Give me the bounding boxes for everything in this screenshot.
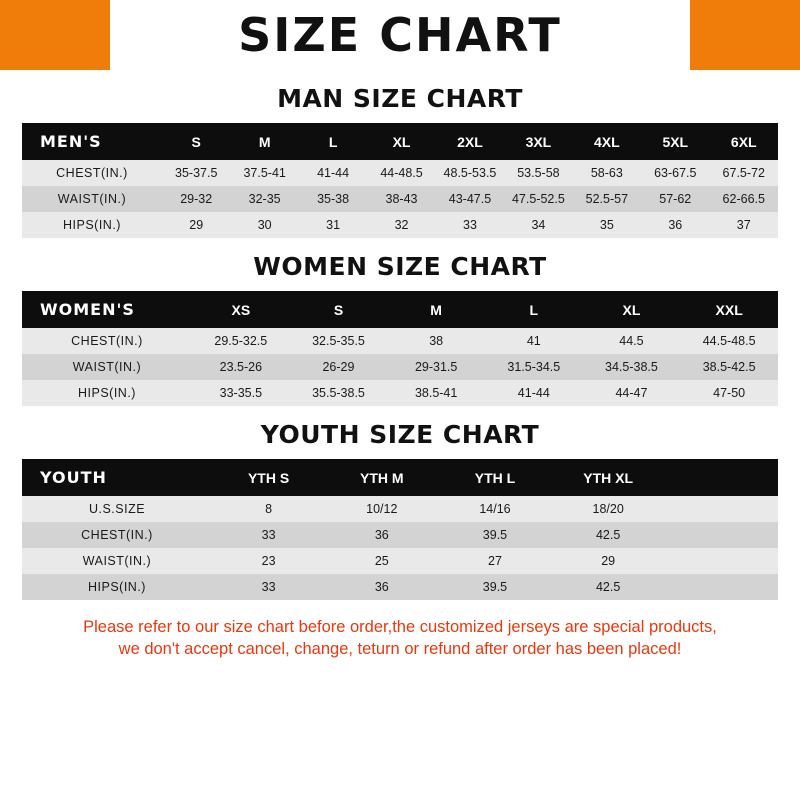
women-r1-c3: 31.5-34.5	[507, 360, 561, 374]
women-r1-c4: 34.5-38.5	[605, 360, 658, 374]
women-row-2-label: HIPS(IN.)	[78, 386, 136, 400]
men-r2-c0: 29	[189, 218, 204, 232]
men-r1-c6: 52.5-57	[585, 192, 629, 206]
men-row-0-label: CHEST(IN.)	[56, 166, 128, 180]
table-row	[22, 548, 778, 574]
men-r1-c0: 29-32	[180, 192, 213, 206]
women-r2-c4: 44-47	[615, 386, 648, 400]
women-col-0: XS	[192, 291, 290, 328]
table-header-row	[22, 459, 778, 496]
youth-row-1-label: CHEST(IN.)	[81, 528, 153, 542]
youth-row-3-label: HIPS(IN.)	[88, 580, 146, 594]
women-r1-c0: 23.5-26	[219, 360, 263, 374]
youth-row-0-label: U.S.SIZE	[88, 502, 146, 516]
men-table-head	[22, 123, 778, 160]
table-row	[22, 522, 778, 548]
women-r0-c2: 38	[429, 334, 444, 348]
men-col-2: L	[299, 123, 367, 160]
men-row-2-label: HIPS(IN.)	[63, 218, 121, 232]
youth-col-3: YTH XL	[552, 459, 665, 496]
women-col-5: XXL	[680, 291, 778, 328]
section-men	[0, 84, 800, 238]
youth-r2-c3: 29	[601, 554, 616, 568]
women-row-label-header: WOMEN'S	[22, 291, 192, 328]
men-r2-c3: 32	[394, 218, 409, 232]
section-title-youth: YOUTH SIZE CHART	[260, 420, 540, 449]
women-col-4: XL	[583, 291, 681, 328]
youth-r0-c3: 18/20	[592, 502, 624, 516]
youth-r2-c1: 25	[374, 554, 389, 568]
women-r2-c3: 41-44	[517, 386, 550, 400]
women-row-0-label: CHEST(IN.)	[71, 334, 143, 348]
youth-r2-c0: 23	[261, 554, 276, 568]
women-r1-c1: 26-29	[322, 360, 355, 374]
men-row-label-header: MEN'S	[22, 123, 162, 160]
men-r0-c1: 37.5-41	[243, 166, 286, 180]
youth-col-spacer	[665, 459, 778, 496]
men-r1-c8: 62-66.5	[722, 192, 765, 206]
men-col-7: 5XL	[641, 123, 709, 160]
youth-r1-c1: 36	[374, 528, 389, 542]
youth-size-table	[22, 459, 778, 600]
section-title-men: MAN SIZE CHART	[277, 84, 523, 113]
men-r0-c4: 48.5-53.5	[443, 166, 497, 180]
men-col-5: 3XL	[504, 123, 572, 160]
women-col-3: L	[485, 291, 583, 328]
men-r2-c7: 36	[668, 218, 683, 232]
table-header-row	[22, 291, 778, 328]
men-table-body	[22, 160, 778, 238]
men-row-1-label: WAIST(IN.)	[57, 192, 127, 206]
men-col-8: 6XL	[710, 123, 779, 160]
footer-line-1: Please refer to our size chart before order,the customized jerseys are special products,	[83, 618, 717, 636]
page-title: SIZE CHART	[238, 8, 562, 62]
men-r1-c2: 35-38	[317, 192, 350, 206]
women-r2-c2: 38.5-41	[414, 386, 458, 400]
section-title-women: WOMEN SIZE CHART	[253, 252, 547, 281]
men-r0-c6: 58-63	[590, 166, 623, 180]
women-table-head	[22, 291, 778, 328]
women-r0-c3: 41	[526, 334, 541, 348]
women-size-table	[22, 291, 778, 406]
youth-table-head	[22, 459, 778, 496]
men-col-4: 2XL	[436, 123, 504, 160]
men-col-1: M	[230, 123, 298, 160]
footer-line-2: we don't accept cancel, change, teturn or refund after order has been placed!	[118, 640, 682, 659]
table-row	[22, 380, 778, 406]
youth-r1-spacer	[665, 522, 778, 548]
women-r0-c4: 44.5	[619, 334, 644, 348]
youth-col-1: YTH M	[325, 459, 438, 496]
women-col-1: S	[290, 291, 388, 328]
table-row	[22, 186, 778, 212]
women-r0-c0: 29.5-32.5	[214, 334, 268, 348]
footer-note	[0, 616, 800, 661]
youth-r3-c2: 39.5	[482, 580, 508, 594]
men-r2-c6: 35	[599, 218, 614, 232]
men-r0-c0: 35-37.5	[175, 166, 218, 180]
men-r1-c5: 47.5-52.5	[511, 192, 565, 206]
men-r0-c5: 53.5-58	[517, 166, 560, 180]
men-r0-c2: 41-44	[317, 166, 350, 180]
women-r0-c5: 44.5-48.5	[702, 334, 756, 348]
men-r2-c5: 34	[531, 218, 546, 232]
youth-r1-c3: 42.5	[595, 528, 621, 542]
section-youth	[0, 420, 800, 600]
men-r0-c8: 67.5-72	[722, 166, 765, 180]
youth-col-2: YTH L	[438, 459, 551, 496]
table-row	[22, 160, 778, 186]
section-women	[0, 252, 800, 406]
men-size-table	[22, 123, 778, 238]
men-r1-c7: 57-62	[659, 192, 692, 206]
men-r0-c3: 44-48.5	[380, 166, 423, 180]
men-r2-c4: 33	[463, 218, 477, 232]
men-r2-c1: 30	[257, 218, 272, 232]
women-row-1-label: WAIST(IN.)	[72, 360, 142, 374]
women-r1-c5: 38.5-42.5	[702, 360, 756, 374]
men-r2-c8: 37	[736, 218, 751, 232]
women-table-body	[22, 328, 778, 406]
table-header-row	[22, 123, 778, 160]
table-row	[22, 574, 778, 600]
women-r0-c1: 32.5-35.5	[312, 334, 365, 348]
youth-col-0: YTH S	[212, 459, 325, 496]
youth-r3-spacer	[665, 574, 778, 600]
men-r2-c2: 31	[326, 218, 341, 232]
men-col-6: 4XL	[573, 123, 641, 160]
table-row	[22, 354, 778, 380]
youth-r0-c1: 10/12	[366, 502, 398, 516]
table-row	[22, 496, 778, 522]
men-r1-c3: 38-43	[385, 192, 418, 206]
table-row	[22, 328, 778, 354]
youth-row-2-label: WAIST(IN.)	[82, 554, 152, 568]
men-col-3: XL	[367, 123, 435, 160]
women-col-2: M	[387, 291, 485, 328]
men-r0-c7: 63-67.5	[654, 166, 697, 180]
table-row	[22, 212, 778, 238]
youth-r3-c0: 33	[261, 580, 276, 594]
youth-r1-c2: 39.5	[482, 528, 508, 542]
youth-table-body	[22, 496, 778, 600]
men-r1-c1: 32-35	[248, 192, 281, 206]
youth-r3-c3: 42.5	[595, 580, 621, 594]
women-r1-c2: 29-31.5	[414, 360, 458, 374]
youth-r3-c1: 36	[374, 580, 389, 594]
men-col-0: S	[162, 123, 230, 160]
youth-row-label-header: YOUTH	[22, 459, 212, 496]
women-r2-c5: 47-50	[713, 386, 746, 400]
women-r2-c1: 35.5-38.5	[312, 386, 365, 400]
youth-r2-c2: 27	[488, 554, 502, 568]
youth-r0-c0: 8	[265, 502, 273, 516]
men-r1-c4: 43-47.5	[448, 192, 492, 206]
youth-r2-spacer	[665, 548, 778, 574]
header-band	[0, 0, 800, 70]
youth-r1-c0: 33	[261, 528, 276, 542]
women-r2-c0: 33-35.5	[219, 386, 263, 400]
youth-r0-c2: 14/16	[479, 502, 511, 516]
youth-r0-spacer	[665, 496, 778, 522]
